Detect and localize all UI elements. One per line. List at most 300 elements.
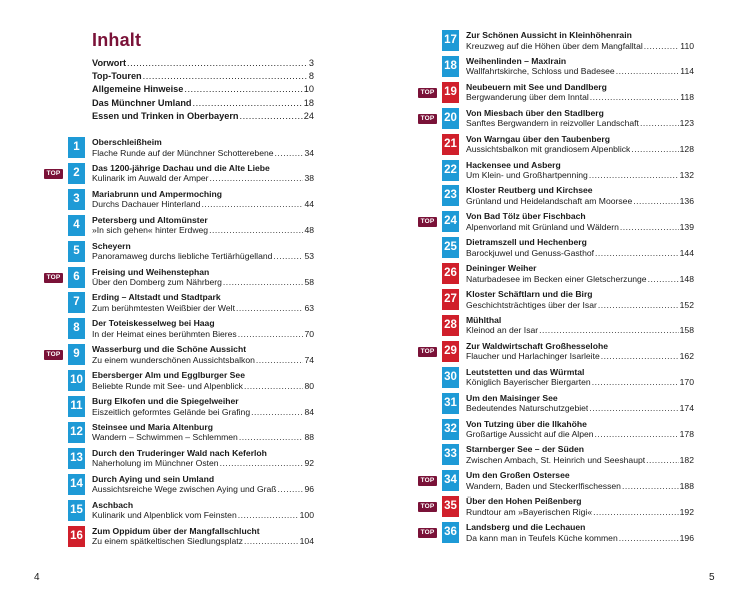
- intro-page: 10: [303, 84, 314, 95]
- tour-subline: [466, 144, 694, 155]
- tour-number: 24: [442, 211, 459, 232]
- tour-entry[interactable]: [44, 215, 314, 237]
- tour-text: [92, 137, 314, 158]
- tour-title: Ebersberger Alm und Egglburger See: [92, 370, 245, 381]
- right-page: [375, 0, 750, 600]
- tour-subtitle: Kleinod an der Isar: [466, 325, 539, 336]
- tour-number: 14: [68, 474, 85, 495]
- tour-entry[interactable]: [418, 211, 694, 233]
- tour-title: Der Toteiskesselweg bei Haag: [92, 318, 215, 329]
- tour-page: 110: [680, 40, 694, 51]
- leader-dots: [193, 98, 303, 108]
- tour-number: 23: [442, 185, 459, 206]
- tour-page: 144: [679, 247, 694, 258]
- tour-title: Petersberg und Altomünster: [92, 214, 208, 225]
- tour-entry[interactable]: [44, 500, 314, 522]
- tour-subtitle: In der Heimat eines berühmten Bieres: [92, 328, 237, 339]
- leader-dots: [223, 277, 304, 288]
- tour-number: 17: [442, 30, 459, 51]
- tour-subline: [466, 455, 694, 466]
- tour-subline: [92, 381, 314, 392]
- tour-title: Freising und Weihenstephan: [92, 266, 210, 277]
- tour-title: Zur Schönen Aussicht in Kleinhöhenrain: [466, 30, 632, 40]
- tour-page: 63: [304, 302, 314, 313]
- tour-title: Scheyern: [92, 240, 131, 251]
- tour-text: [466, 419, 694, 440]
- tour-title: Kloster Schäftlarn und die Birg: [466, 289, 593, 299]
- tour-entry[interactable]: [44, 344, 314, 366]
- intro-row[interactable]: [92, 84, 314, 97]
- tour-subline: [466, 300, 694, 311]
- top-badge: TOP: [418, 528, 437, 538]
- tour-number: 3: [68, 189, 85, 210]
- intro-row[interactable]: [92, 58, 314, 71]
- tour-subtitle: Durchs Dachauer Hinterland: [92, 199, 201, 210]
- tour-number: 34: [442, 470, 459, 491]
- tour-number: 8: [68, 318, 85, 339]
- tour-title: Von Miesbach über den Stadlberg: [466, 107, 604, 118]
- tour-number: 9: [68, 344, 85, 365]
- tour-number: 5: [68, 241, 85, 262]
- tour-number: 27: [442, 289, 459, 310]
- tour-title: Leutstetten und das Würmtal: [466, 366, 585, 377]
- tour-subline: [466, 325, 694, 336]
- top-badge: TOP: [418, 217, 437, 227]
- leader-dots: [646, 455, 679, 466]
- intro-label: Vorwort: [92, 58, 127, 68]
- leader-dots: [631, 144, 678, 155]
- tour-text: [466, 30, 694, 51]
- tour-text: [92, 396, 314, 417]
- tour-title: Das 1200-jährige Dachau und die Alte Liebe: [92, 162, 270, 173]
- tour-entry[interactable]: [418, 30, 694, 52]
- page-heading: Inhalt: [92, 30, 142, 50]
- tour-entry[interactable]: [418, 185, 694, 207]
- leader-dots: [589, 170, 679, 181]
- tour-text: [466, 496, 694, 517]
- leader-dots: [595, 248, 679, 259]
- tour-page: 74: [304, 354, 314, 365]
- tour-title: Deininger Weiher: [466, 263, 537, 274]
- tour-entry[interactable]: [44, 474, 314, 496]
- leader-dots: [184, 84, 302, 94]
- leader-dots: [240, 111, 303, 121]
- intro-label: Top-Touren: [92, 71, 142, 82]
- tour-subline: [466, 248, 694, 259]
- leader-dots: [238, 329, 304, 340]
- tour-subtitle: Flaucher und Harlachinger Isarleite: [466, 351, 600, 362]
- tour-number: 13: [68, 448, 85, 469]
- top-badge: TOP: [418, 347, 437, 357]
- tour-text: [92, 241, 314, 262]
- tour-title: Von Warngau über den Taubenberg: [466, 133, 611, 144]
- tour-page: 139: [679, 221, 694, 232]
- tour-subtitle: Flache Runde auf der Münchner Schotterebene: [92, 147, 274, 158]
- leader-dots: [201, 199, 303, 210]
- top-badge: TOP: [418, 88, 437, 98]
- tour-subline: [92, 303, 314, 314]
- leader-dots: [590, 92, 680, 103]
- tour-text: [466, 367, 694, 388]
- tour-entry[interactable]: [418, 56, 694, 78]
- leader-dots: [616, 66, 680, 77]
- leader-dots: [239, 432, 304, 443]
- tour-entry[interactable]: [418, 444, 694, 466]
- intro-label: Das Münchner Umland: [92, 97, 192, 108]
- tour-title: Aschbach: [92, 499, 134, 510]
- leader-dots: [598, 300, 679, 311]
- tour-subtitle: Eiszeitlich geformtes Gelände bei Grafing: [92, 406, 251, 417]
- intro-list: [92, 58, 314, 124]
- tour-text: [92, 448, 314, 469]
- tour-subline: [466, 274, 694, 285]
- tour-subtitle: Naturbadesee im Becken einer Gletscherzunge: [466, 273, 647, 284]
- tour-subtitle: Aussichtsreiche Wege zwischen Aying und Graß: [92, 484, 277, 495]
- tour-page: 53: [304, 251, 314, 262]
- leader-dots: [238, 510, 299, 521]
- tour-page: 48: [304, 225, 314, 236]
- tour-subtitle: Barockjuwel und Genuss-Gasthof: [466, 247, 595, 258]
- leader-dots: [143, 71, 308, 81]
- tour-subline: [466, 429, 694, 440]
- tour-number: 20: [442, 108, 459, 129]
- tour-number: 18: [442, 56, 459, 77]
- tour-subtitle: Um Klein- und Großhartpenning: [466, 170, 588, 180]
- tour-subline: [92, 148, 314, 159]
- tour-page: 58: [304, 277, 314, 287]
- tour-subtitle: Grünland und Heidelandschaft am Moorsee: [466, 195, 633, 206]
- tour-subline: [92, 251, 314, 262]
- tour-text: [92, 318, 314, 339]
- tour-subtitle: Großartige Aussicht auf die Alpen: [466, 429, 594, 439]
- tour-text: [466, 263, 694, 284]
- leader-dots: [644, 41, 680, 52]
- leader-dots: [589, 403, 678, 414]
- tour-entry[interactable]: [44, 267, 314, 289]
- tour-entry[interactable]: [418, 393, 694, 415]
- tour-entry[interactable]: [44, 422, 314, 444]
- tour-entry[interactable]: [44, 396, 314, 418]
- tour-subtitle: Naherholung im Münchner Osten: [92, 458, 219, 469]
- tour-number: 11: [68, 396, 85, 417]
- tour-subtitle: Da kann man in Teufels Küche kommen: [466, 532, 618, 543]
- tour-number: 33: [442, 444, 459, 465]
- tour-page: 96: [304, 484, 314, 495]
- tour-entry[interactable]: [44, 137, 314, 159]
- leader-dots: [648, 274, 679, 285]
- tour-text: [92, 292, 314, 313]
- tour-entry[interactable]: [418, 237, 694, 259]
- tour-entry[interactable]: [44, 370, 314, 392]
- tour-page: 84: [304, 406, 314, 417]
- tour-number: 22: [442, 160, 459, 181]
- tour-subline: [466, 351, 694, 362]
- tour-text: [466, 522, 694, 543]
- leader-dots: [640, 118, 679, 129]
- tour-text: [466, 56, 694, 77]
- leader-dots: [620, 222, 679, 233]
- tour-entry[interactable]: [44, 448, 314, 470]
- tour-subline: [466, 170, 694, 181]
- tour-title: Steinsee und Maria Altenburg: [92, 421, 213, 432]
- tour-page: 104: [299, 536, 314, 546]
- leader-dots: [633, 196, 678, 207]
- tour-subline: [92, 225, 314, 236]
- tour-number: 15: [68, 500, 85, 521]
- leader-dots: [592, 377, 679, 388]
- page-number: 5: [709, 572, 715, 583]
- tour-subtitle: Kulinarik im Auwald der Amper: [92, 173, 209, 184]
- tour-title: Mühlthal: [466, 314, 502, 325]
- tour-entry[interactable]: [44, 189, 314, 211]
- tour-subtitle: Über den Domberg zum Nährberg: [92, 277, 222, 287]
- tour-subtitle: Beliebte Runde mit See- und Alpenblick: [92, 380, 243, 391]
- tour-subtitle: Geschichtsträchtiges über der Isar: [466, 299, 597, 310]
- tour-subline: [466, 66, 694, 77]
- tour-page: 44: [304, 199, 314, 210]
- tour-subline: [466, 533, 694, 544]
- tour-entry[interactable]: [44, 318, 314, 340]
- tour-subline: [466, 92, 694, 103]
- tour-subtitle: Bergwanderung über dem Inntal: [466, 92, 589, 103]
- tour-subline: [92, 510, 314, 521]
- tour-title: Von Tutzing über die Ilkahöhe: [466, 418, 587, 429]
- tour-text: [466, 341, 694, 362]
- tour-number: 29: [442, 341, 459, 362]
- tour-subline: [466, 118, 694, 129]
- tour-subtitle: Rundtour am »Bayerischen Rigi«: [466, 506, 593, 517]
- tour-number: 25: [442, 237, 459, 258]
- tour-page: 152: [679, 299, 694, 310]
- tour-entry[interactable]: [44, 163, 314, 185]
- tour-number: 7: [68, 292, 85, 313]
- tour-text: [92, 422, 314, 443]
- tour-entry[interactable]: [418, 289, 694, 311]
- tour-text: [92, 267, 314, 288]
- leader-dots: [278, 484, 304, 495]
- leader-dots: [244, 536, 299, 547]
- tour-page: 170: [679, 377, 694, 388]
- leader-dots: [539, 325, 679, 336]
- tour-subline: [466, 377, 694, 388]
- tour-page: 162: [679, 351, 694, 362]
- leader-dots: [244, 381, 303, 392]
- tour-title: Durch Aying und sein Umland: [92, 473, 215, 484]
- tour-entry[interactable]: [418, 82, 694, 104]
- tour-number: 36: [442, 522, 459, 543]
- tour-subline: [466, 196, 694, 207]
- intro-row[interactable]: [92, 71, 314, 84]
- tour-title: Erding – Altstadt und Stadtpark: [92, 292, 221, 303]
- tour-page: 174: [679, 403, 694, 414]
- tour-subline: [466, 481, 694, 492]
- tour-entry[interactable]: [418, 496, 694, 518]
- tour-page: 132: [679, 170, 694, 180]
- tour-subtitle: Kulinarik und Alpenblick vom Feinsten: [92, 510, 237, 521]
- tour-subline: [466, 403, 694, 414]
- tour-entry[interactable]: [418, 160, 694, 182]
- tour-title: Landsberg und die Lechauen: [466, 522, 586, 533]
- tour-entry[interactable]: [44, 526, 314, 548]
- tour-subtitle: Zum berühmtesten Weißbier der Welt: [92, 302, 235, 313]
- tour-number: 31: [442, 393, 459, 414]
- tour-text: [466, 160, 694, 181]
- tour-title: Durch den Truderinger Wald nach Keferloh: [92, 447, 267, 458]
- top-badge: TOP: [44, 169, 63, 179]
- tour-number: 1: [68, 137, 85, 158]
- tour-entry[interactable]: [418, 108, 694, 130]
- tour-page: 178: [679, 429, 694, 439]
- tour-page: 38: [304, 173, 314, 184]
- tour-subtitle: Sanftes Bergwandern in reizvoller Landschaft: [466, 118, 639, 129]
- tour-page: 92: [304, 458, 314, 469]
- tour-title: Zur Waldwirtschaft Großhesselohe: [466, 340, 608, 351]
- tour-text: [92, 474, 314, 495]
- tour-entry[interactable]: [418, 470, 694, 492]
- tour-number: 2: [68, 163, 85, 184]
- tour-number: 19: [442, 82, 459, 103]
- tour-subline: [92, 458, 314, 469]
- tour-entry[interactable]: [418, 341, 694, 363]
- tour-subline: [92, 536, 314, 547]
- tour-entry[interactable]: [418, 367, 694, 389]
- top-badge: TOP: [418, 114, 437, 124]
- tour-text: [466, 237, 694, 258]
- tour-title: Dietramszell und Hechenberg: [466, 237, 587, 248]
- tour-number: 6: [68, 267, 85, 288]
- tour-subtitle: Panoramaweg durchs liebliche Tertiärhügelland: [92, 251, 273, 262]
- tour-page: 118: [680, 92, 694, 103]
- tour-entry[interactable]: [44, 241, 314, 263]
- tour-number: 21: [442, 134, 459, 155]
- tour-page: 192: [679, 506, 694, 517]
- tour-subline: [92, 199, 314, 210]
- tour-title: Neubeuern mit See und Dandlberg: [466, 81, 607, 92]
- tour-text: [92, 500, 314, 521]
- tour-number: 10: [68, 370, 85, 391]
- tour-title: Mariabrunn und Ampermoching: [92, 188, 223, 199]
- intro-label: Allgemeine Hinweise: [92, 84, 184, 95]
- tour-text: [92, 215, 314, 236]
- tour-page: 182: [679, 454, 694, 465]
- tour-title: Zum Oppidum über der Mangfallschlucht: [92, 525, 260, 536]
- leader-dots: [256, 355, 304, 366]
- tour-subline: [92, 355, 314, 366]
- tour-page: 88: [304, 432, 314, 443]
- tour-subline: [92, 173, 314, 184]
- tour-text: [92, 526, 314, 547]
- tour-entry[interactable]: [418, 263, 694, 285]
- tour-text: [466, 315, 694, 336]
- leader-dots: [220, 458, 304, 469]
- leader-dots: [209, 225, 303, 236]
- tour-subline: [92, 277, 314, 288]
- tour-title: Wasserburg und die Schöne Aussicht: [92, 344, 247, 355]
- tour-subline: [92, 407, 314, 418]
- leader-dots: [236, 303, 303, 314]
- tour-entry[interactable]: [418, 134, 694, 156]
- tour-number: 35: [442, 496, 459, 517]
- tour-subline: [92, 329, 314, 340]
- tour-subline: [92, 484, 314, 495]
- tour-title: Von Bad Tölz über Fischbach: [466, 211, 586, 222]
- leader-dots: [595, 429, 679, 440]
- tour-text: [466, 82, 694, 103]
- tour-page: 123: [679, 118, 694, 129]
- leader-dots: [619, 533, 679, 544]
- leader-dots: [127, 58, 308, 68]
- intro-page: 18: [303, 97, 314, 108]
- tour-subtitle: Wandern – Schwimmen – Schlemmen: [92, 432, 238, 443]
- tour-title: Um den Maisinger See: [466, 392, 558, 403]
- intro-page: 3: [308, 58, 314, 68]
- tour-entry[interactable]: [44, 292, 314, 314]
- tour-title: Starnberger See – der Süden: [466, 444, 584, 455]
- tour-page: 70: [304, 328, 314, 339]
- tour-text: [466, 134, 694, 155]
- tour-subtitle: Bedeutendes Naturschutzgebiet: [466, 403, 589, 414]
- tour-title: Kloster Reutberg und Kirchsee: [466, 185, 593, 196]
- tour-page: 34: [304, 147, 314, 158]
- tour-page: 128: [679, 144, 694, 155]
- tour-number: 16: [68, 526, 85, 547]
- tour-title: Hackensee und Asberg: [466, 159, 561, 170]
- tour-number: 12: [68, 422, 85, 443]
- tour-subline: [466, 41, 694, 52]
- tour-number: 26: [442, 263, 459, 284]
- leader-dots: [593, 507, 679, 518]
- tour-page: 188: [679, 480, 694, 491]
- tour-entry[interactable]: [418, 315, 694, 337]
- tour-page: 158: [679, 325, 694, 336]
- tour-page: 148: [679, 273, 694, 284]
- tour-text: [466, 470, 694, 491]
- tour-page: 80: [304, 380, 314, 391]
- tour-subtitle: Kreuzweg auf die Höhen über dem Mangfalltal: [466, 40, 643, 51]
- top-badge: TOP: [44, 350, 63, 360]
- tour-page: 114: [680, 66, 694, 77]
- tour-subtitle: Wandern, Baden und Steckerlfischessen: [466, 480, 621, 491]
- tour-text: [92, 370, 314, 391]
- tour-title: Oberschleißheim: [92, 137, 162, 147]
- intro-row[interactable]: [92, 98, 314, 111]
- tour-number: 28: [442, 315, 459, 336]
- tour-subtitle: Alpenvorland mit Grünland und Wäldern: [466, 221, 619, 232]
- tour-page: 136: [679, 195, 694, 206]
- leader-dots: [622, 481, 679, 492]
- tour-subline: [466, 222, 694, 233]
- tour-entry[interactable]: [418, 522, 694, 544]
- tour-number: 32: [442, 419, 459, 440]
- tour-subtitle: Aussichtsbalkon mit grandiosem Alpenblick: [466, 144, 631, 155]
- tour-title: Über den Hohen Peißenberg: [466, 496, 582, 507]
- intro-row[interactable]: [92, 111, 314, 124]
- tour-subline: [466, 507, 694, 518]
- tour-text: [466, 185, 694, 206]
- tour-title: Burg Elkofen und die Spiegelweiher: [92, 396, 239, 406]
- tour-text: [92, 163, 314, 184]
- tour-subtitle: Wallfahrtskirche, Schloss und Badesee: [466, 66, 615, 77]
- leader-dots: [275, 148, 304, 159]
- tour-subtitle: Zu einem wunderschönen Aussichtsbalkon: [92, 354, 255, 365]
- tour-text: [92, 189, 314, 210]
- tour-title: Weihenlinden – Maxlrain: [466, 55, 567, 66]
- tour-entry[interactable]: [418, 419, 694, 441]
- tour-text: [92, 344, 314, 365]
- tour-number: 30: [442, 367, 459, 388]
- top-badge: TOP: [44, 273, 63, 283]
- tour-subtitle: Königlich Bayerischer Biergarten: [466, 377, 591, 388]
